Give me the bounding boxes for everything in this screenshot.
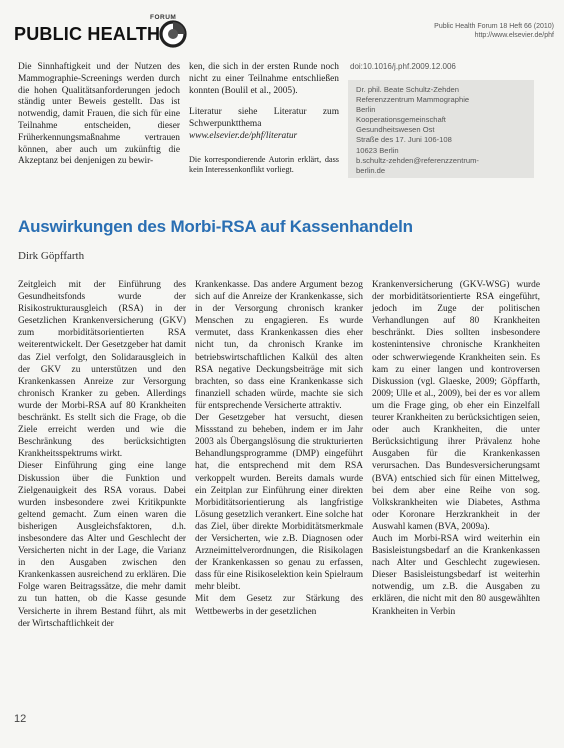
logo-mark-icon <box>159 20 187 48</box>
contact-name: Dr. phil. Beate Schultz-Zehden <box>356 85 459 94</box>
body-column-3 <box>372 279 540 618</box>
contact-box <box>348 80 534 178</box>
top-column-2-text: ken, die sich in der ersten Runde noch nicht zu einer Teilnahme entschließen konnten (Boulil et al., 2005). <box>189 62 339 96</box>
contact-email[interactable]: berlin.de <box>356 165 386 175</box>
literature-url[interactable]: www.elsevier.de/phf/literatur <box>189 130 298 141</box>
contact-line: Berlin <box>356 105 376 115</box>
body-column-1 <box>18 279 186 630</box>
logo-superscript: FORUM <box>150 14 177 21</box>
paragraph: Zeitgleich mit der Einführung des Gesundheitsfonds wurde der Risikostrukturausgleich (RSA) in der Gesetzlichen Krankenversicherung (GKV) zum morbiditätsorientierten RSA weiterentwickelt. Der Gesetzgeber hat damit das Ziel verfolgt, den Solidarausgleich in der GKV zu unterstützen und den Krankenkassen Anreize zur Versorgung chronisch Kranker zu geben. Allerdings wurde der Morbi-RSA auf 80 Krankheiten beschränkt. Es stellt sich die Frage, ob die Ziele erreicht werden und wie die Beschränkung des berücksichtigten Krankheitsspektrums wirkt. <box>18 280 186 460</box>
contact-line: Referenzzentrum Mammographie <box>356 95 470 105</box>
top-column-2 <box>189 62 339 176</box>
journal-logo <box>14 14 184 58</box>
journal-info <box>434 22 554 40</box>
paragraph: Der Gesetzgeber hat versucht, diesen Missstand zu beheben, indem er im Jahr 2003 als Übergangslösung die strukturierten Behandlungsprogramme (DMP) eingeführt hat, die entsprechend mit dem RSA verkoppelt wurden. Bereits damals wurde ein Zeitplan zur Einführung einer direkten Morbiditätsorientierung als langfristige Lösung gesetzlich verankert. Eine solche hat das Ziel, über direkte Morbiditätsmerkmale der Versicherten, wie z.B. Diagnosen oder Arzneimittelverordnungen, die Risikolagen der Krankenkassen so genau zu erfassen, dass für eine Risikoselektion kein Spielraum mehr bleibt. <box>195 413 363 593</box>
paragraph: Krankenversicherung (GKV-WSG) wurde der morbiditätsorientierte RSA eingeführt, jedoch im Zuge der politischen Verhandlungen auf 80 Krankheiten beschränkt. Dies sollten insbesondere kostenintensive chronische Krankheiten oder schwerwiegende Krankheiten sein. Es kam zu einer langen und kontroversen Diskussion (vgl. Glaeske, 2009; Göpffarth, 2009; Ulle et al., 2009), bei der es vor allem um die Frage ging, ob eher ein Einzelfall teurer Krankheiten zu berücksichtigen seien, oder auch Krankheiten, die unter Berücksichtigung ihrer Prävalenz hohe Ausgaben für die Krankenkassen verursachen. Das Bundesversicherungsamt (BVA) entschied sich für einen Mittelweg, bei dem aber eine Reihe von sog. Volkskrankheiten wie Diabetes, Asthma oder Koronare Herzkrankheit in der Auswahl kamen (BVA, 2009a). <box>372 280 540 532</box>
top-column-1-text: Die Sinnhaftigkeit und der Nutzen des Mammographie-Screenings werden durch die hohen Qualitätsanforderungen jedoch ständig unter Beweis gestellt. Das ist notwendig, damit Frauen, die sich für eine Teilnahme entscheiden, dieser Früherkennungsmaßnahme vertrauen können, aber auch um zukünftig die Akzeptanz bei denjenigen zu bewir- <box>18 62 180 167</box>
conflict-statement: Die korrespondierende Autorin erklärt, dass kein Interessenkonflikt vorliegt. <box>189 154 339 175</box>
literature-note <box>189 107 339 131</box>
page-number: 12 <box>14 713 27 725</box>
logo-text: PUBLIC HEALTH <box>14 24 161 44</box>
paragraph: Mit dem Gesetz zur Stärkung des Wettbewerbs in der gesetzlichen <box>195 594 363 617</box>
page-header <box>14 4 554 62</box>
article-author: Dirk Göpffarth <box>18 250 85 262</box>
journal-url: http://www.elsevier.de/phf <box>474 32 554 39</box>
paragraph: Krankenkasse. Das andere Argument bezog sich auf die Anreize der Krankenkasse, sich in der Versorgung chronisch kranker Menschen zu engagieren. Es wurde vermutet, dass Krankenkassen dies eher nicht tun, da chronisch Kranke im betriebswirtschaftlichen Kalkül des alten RSA negative Deckungsbeiträge mit sich brachten, so dass eine Krankenkasse sich finanziell schaden würde, machte sie sich für entsprechende Versicherte attraktiv. <box>195 280 363 411</box>
contact-email[interactable]: b.schultz-zehden@referenzzentrum- <box>356 155 479 165</box>
body-column-2 <box>195 279 363 618</box>
contact-line: Straße des 17. Juni 106-108 <box>356 135 452 145</box>
contact-line: Gesundheitswesen Ost <box>356 125 435 135</box>
doi[interactable]: doi:10.1016/j.phf.2009.12.006 <box>350 62 456 71</box>
article-title: Auswirkungen des Morbi-RSA auf Kassenhandeln <box>18 217 413 236</box>
contact-line: Kooperationsgemeinschaft <box>356 115 446 125</box>
journal-citation: Public Health Forum 18 Heft 66 (2010) <box>434 23 554 30</box>
top-column-1 <box>18 62 180 168</box>
paragraph: Auch im Morbi-RSA wird weiterhin ein Basisleistungsbedarf an die Krankenkassen nach Alter und Geschlecht zugewiesen. Dieser Basisleistungsbedarf ist weiterhin notwendig, um z.B. die Ausgaben zu erklären, die nicht mit den 80 ausgewählten Krankheiten in Verbin <box>372 533 540 617</box>
contact-line: 10623 Berlin <box>356 145 399 155</box>
literature-label: Literatur siehe Literatur zum Schwerpunktthema <box>189 107 339 130</box>
paragraph: Dieser Einführung ging eine lange Diskussion über die Funktion und Zielgenauigkeit des RSA voraus. Dabei wurden insbesondere zwei Kritikpunkte geltend gemacht. Zum einen waren die bisherigen Ausgleichsfaktoren, d.h. insbesondere das Alter und Geschlecht der Versicherten nicht in der Lage, die Varianz in den Ausgaben zwischen den Krankenkassen ausreichend zu erklären. Die Folge waren Beitragssätze, die mehr damit zu tun hatten, ob die Kasse gesunde Versicherte in ihrem Bestand führt, als mit der Wirtschaftlichkeit der <box>18 461 186 629</box>
